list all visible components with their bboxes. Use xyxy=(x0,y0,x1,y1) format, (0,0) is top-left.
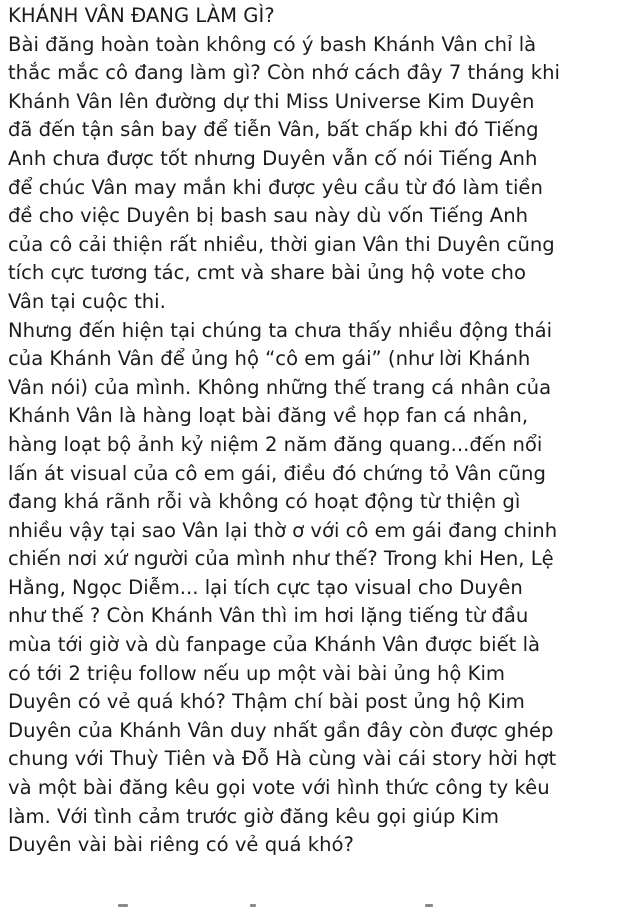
text-line: Nhưng đến hiện tại chúng ta chưa thấy nhiều động thái xyxy=(8,318,553,342)
text-line: lấn át visual của cô em gái, điều đó chứng tỏ Vân cũng xyxy=(8,461,546,485)
text-line: Khánh Vân là hàng loạt bài đăng về họp fan cá nhân, xyxy=(8,404,529,428)
text-line: thắc mắc cô đang làm gì? Còn nhớ cách đây 7 tháng khi xyxy=(8,61,560,85)
text-line: mùa tới giờ và dù fanpage của Khánh Vân được biết là xyxy=(8,633,541,657)
text-line: Bài đăng hoàn toàn không có ý bash Khánh Vân chỉ là xyxy=(8,32,537,56)
text-line: Khánh Vân lên đường dự thi Miss Universe Kim Duyên xyxy=(8,89,535,113)
text-line: Vân nói) của mình. Không những thế trang cá nhân của xyxy=(8,375,552,399)
text-line: Hằng, Ngọc Diễm... lại tích cực tạo visual cho Duyên xyxy=(8,575,523,599)
post-body xyxy=(8,2,616,860)
text-line: làm. Với tình cảm trước giờ đăng kêu gọi giúp Kim xyxy=(8,804,499,828)
text-line: như thế ? Còn Khánh Vân thì im hơi lặng tiếng từ đầu xyxy=(8,604,529,628)
text-line: có tới 2 triệu follow nếu up một vài bài ủng hộ Kim xyxy=(8,661,506,685)
text-line: chung với Thuỳ Tiên và Đỗ Hà cùng vài cái story hời hợt xyxy=(8,747,557,771)
paragraph-1 xyxy=(8,31,616,317)
text-line: đề cho việc Duyên bị bash sau này dù vốn Tiếng Anh xyxy=(8,204,529,228)
text-line: và một bài đăng kêu gọi vote với hình thức công ty kêu xyxy=(8,776,550,800)
text-line: Duyên của Khánh Vân duy nhất gần đây còn được ghép xyxy=(8,718,554,742)
cut-off-next-line xyxy=(0,902,620,908)
post-title: KHÁNH VÂN ĐANG LÀM GÌ? xyxy=(8,4,275,27)
text-line: Vân tại cuộc thi. xyxy=(8,289,166,313)
text-line: chiến nơi xứ người của mình như thế? Trong khi Hen, Lệ xyxy=(8,547,554,571)
text-line: Anh chưa được tốt nhưng Duyên vẫn cố nói Tiếng Anh xyxy=(8,146,538,170)
text-line: Duyên vài bài riêng có vẻ quá khó? xyxy=(8,833,354,857)
text-line: nhiều vậy tại sao Vân lại thờ ơ với cô em gái đang chinh xyxy=(8,518,558,542)
text-line: tích cực tương tác, cmt và share bài ủng hộ vote cho xyxy=(8,261,526,285)
text-line: của Khánh Vân để ủng hộ “cô em gái” (như lời Khánh xyxy=(8,347,531,371)
text-line: Duyên có vẻ quá khó? Thậm chí bài post ủng hộ Kim xyxy=(8,690,525,714)
text-line: để chúc Vân may mắn khi được yêu cầu từ đó làm tiền xyxy=(8,175,543,199)
text-line: hàng loạt bộ ảnh kỷ niệm 2 năm đăng quang...đến nổi xyxy=(8,432,543,456)
text-line: đã đến tận sân bay để tiễn Vân, bất chấp khi đó Tiếng xyxy=(8,118,539,142)
text-line: của cô cải thiện rất nhiều, thời gian Vân thi Duyên cũng xyxy=(8,232,555,256)
paragraph-2 xyxy=(8,317,616,860)
text-line: đang khá rãnh rỗi và không có hoạt động từ thiện gì xyxy=(8,490,521,514)
